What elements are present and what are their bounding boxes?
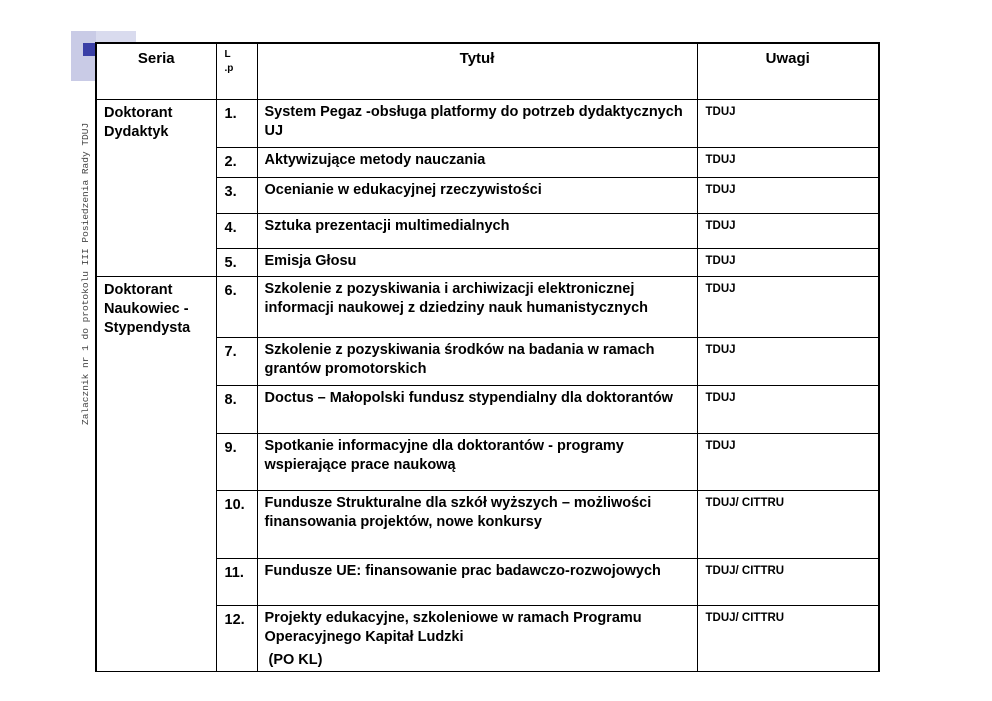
- uwagi-cell: TDUJ: [697, 100, 879, 148]
- lp-cell: 5.: [216, 249, 257, 277]
- uwagi-cell: TDUJ: [697, 148, 879, 178]
- table-row: [96, 277, 879, 338]
- header-row: [96, 43, 879, 100]
- lp-cell: 9.: [216, 434, 257, 491]
- decorative-bar-light: [96, 31, 136, 42]
- lp-cell: 12.: [216, 606, 257, 672]
- uwagi-cell: TDUJ: [697, 434, 879, 491]
- side-note: Zalacznik nr 1 do protokolu III Posiedzenia Rady TDUJ: [80, 122, 91, 425]
- header-lp: [216, 43, 257, 100]
- courses-table: [95, 42, 880, 672]
- title-cell: Szkolenie z pozyskiwania i archiwizacji elektronicznej informacji naukowej z dziedziny nauk humanistycznych: [257, 277, 697, 338]
- uwagi-cell: TDUJ: [697, 178, 879, 214]
- title-cell: Sztuka prezentacji multimedialnych: [257, 214, 697, 249]
- uwagi-cell: TDUJ/ CITTRU: [697, 606, 879, 672]
- lp-cell: 4.: [216, 214, 257, 249]
- title-cell: Aktywizujące metody nauczania: [257, 148, 697, 178]
- lp-cell: 8.: [216, 386, 257, 434]
- title-text: Projekty edukacyjne, szkoleniowe w ramach Programu Operacyjnego Kapitał Ludzki: [264, 610, 642, 645]
- uwagi-cell: TDUJ: [697, 338, 879, 386]
- decorative-square-light: [71, 31, 96, 81]
- uwagi-cell: TDUJ: [697, 277, 879, 338]
- table-row: [96, 100, 879, 148]
- seria-cell: Doktorant Naukowiec - Stypendysta: [96, 277, 216, 672]
- header-tytul: Tytuł: [257, 43, 697, 100]
- title-cell: Szkolenie z pozyskiwania środków na badania w ramach grantów promotorskich: [257, 338, 697, 386]
- uwagi-cell: TDUJ: [697, 249, 879, 277]
- header-seria: Seria: [96, 43, 216, 100]
- title-cell: Fundusze UE: finansowanie prac badawczo-rozwojowych: [257, 559, 697, 606]
- title-cell: Spotkanie informacyjne dla doktorantów - programy wspierające prace naukową: [257, 434, 697, 491]
- title-cell: Doctus – Małopolski fundusz stypendialny dla doktorantów: [257, 386, 697, 434]
- lp-cell: 7.: [216, 338, 257, 386]
- title-cell: Emisja Głosu: [257, 249, 697, 277]
- lp-cell: 10.: [216, 491, 257, 559]
- header-lp-text: L .p: [224, 49, 234, 74]
- uwagi-cell: TDUJ: [697, 214, 879, 249]
- lp-cell: 3.: [216, 178, 257, 214]
- seria-cell: Doktorant Dydaktyk: [96, 100, 216, 277]
- title-cell: System Pegaz -obsługa platformy do potrzeb dydaktycznych UJ: [257, 100, 697, 148]
- uwagi-cell: TDUJ: [697, 386, 879, 434]
- title-cell: Fundusze Strukturalne dla szkół wyższych – możliwości finansowania projektów, nowe konkursy: [257, 491, 697, 559]
- lp-cell: 11.: [216, 559, 257, 606]
- title-cell: Ocenianie w edukacyjnej rzeczywistości: [257, 178, 697, 214]
- lp-cell: 1.: [216, 100, 257, 148]
- title-cell: [257, 606, 697, 672]
- lp-cell: 6.: [216, 277, 257, 338]
- lp-cell: 2.: [216, 148, 257, 178]
- title-extra-text: (PO KL): [268, 652, 323, 668]
- header-uwagi: Uwagi: [697, 43, 879, 100]
- uwagi-cell: TDUJ/ CITTRU: [697, 491, 879, 559]
- uwagi-cell: TDUJ/ CITTRU: [697, 559, 879, 606]
